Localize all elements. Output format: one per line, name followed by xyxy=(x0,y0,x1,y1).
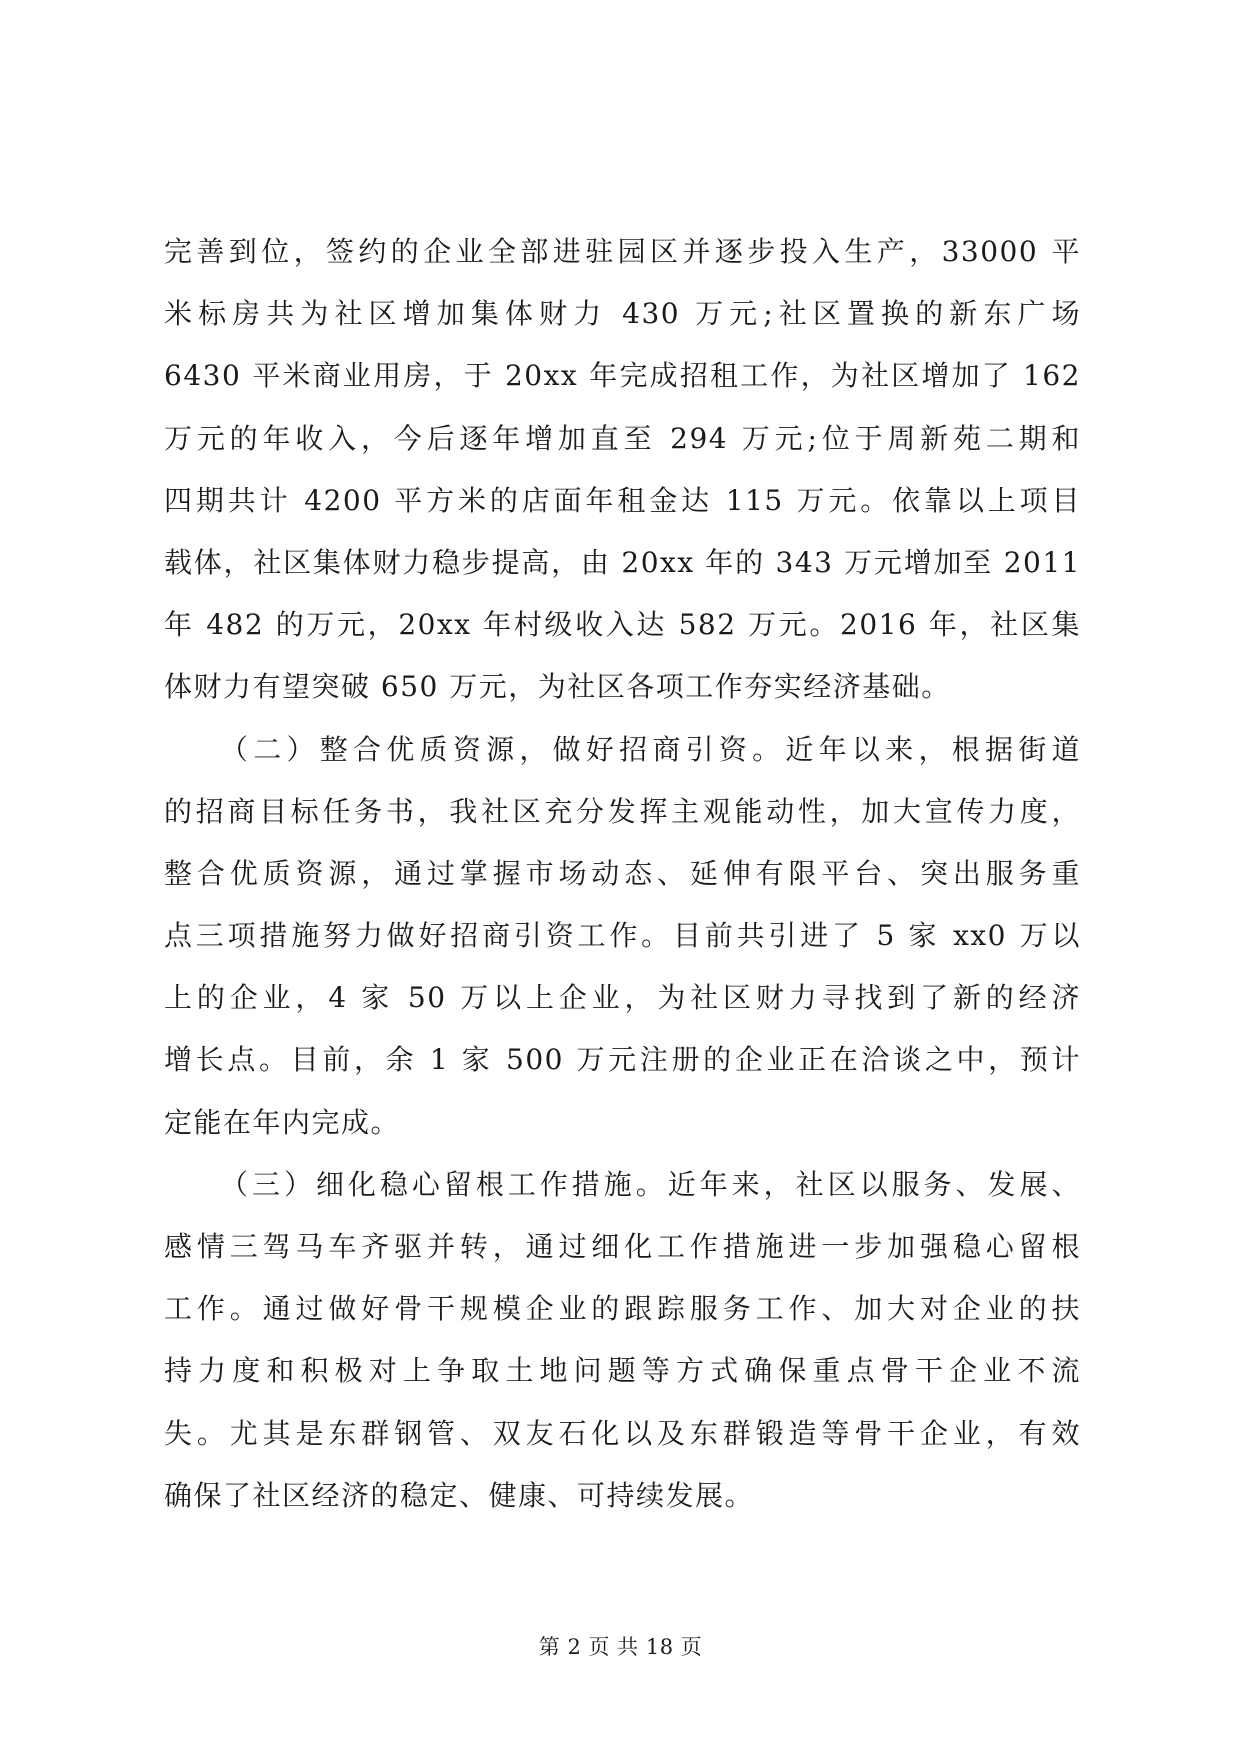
text-line: 四期共计 4200 平方米的店面年租金达 115 万元。依靠以上项目 xyxy=(164,483,1081,517)
text-line: 完善到位，签约的企业全部进驻园区并逐步投入生产，33000 平 xyxy=(164,235,1081,268)
paragraph-3-first-line: （三）细化稳心留根工作措施。近年来，社区以服务、发展、 xyxy=(220,1167,1081,1201)
text-line: 的招商目标任务书，我社区充分发挥主观能动性，加大宣传力度， xyxy=(164,794,1081,828)
text-line: 万元的年收入，今后逐年增加直至 294 万元;位于周新苑二期和 xyxy=(164,421,1081,455)
text-line: 持力度和积极对上争取土地问题等方式确保重点骨干企业不流 xyxy=(164,1354,1081,1388)
text-line: 点三项措施努力做好招商引资工作。目前共引进了 5 家 xx0 万以 xyxy=(164,919,1081,953)
text-line: 6430 平米商业用房，于 20xx 年完成招租工作，为社区增加了 162 xyxy=(164,359,1081,393)
text-line: 定能在年内完成。 xyxy=(164,1105,401,1139)
text-line: 感情三驾马车齐驱并转，通过细化工作措施进一步加强稳心留根 xyxy=(164,1230,1081,1263)
text-line: 米标房共为社区增加集体财力 430 万元;社区置换的新东广场 xyxy=(164,297,1081,331)
text-line: 整合优质资源，通过掌握市场动态、延伸有限平台、突出服务重 xyxy=(164,856,1081,890)
text-line: 体财力有望突破 650 万元，为社区各项工作夯实经济基础。 xyxy=(164,670,951,704)
text-line: 上的企业，4 家 50 万以上企业，为社区财力寻找到了新的经济 xyxy=(164,981,1081,1015)
text-line: 增长点。目前，余 1 家 500 万元注册的企业正在洽谈之中，预计 xyxy=(164,1043,1081,1077)
paragraph-2-first-line: （二）整合优质资源，做好招商引资。近年以来，根据街道 xyxy=(220,732,1081,766)
text-line: 确保了社区经济的稳定、健康、可持续发展。 xyxy=(164,1478,755,1512)
text-line: 年 482 的万元，20xx 年村级收入达 582 万元。2016 年，社区集 xyxy=(164,608,1081,642)
text-line: 失。尤其是东群钢管、双友石化以及东群锻造等骨干企业，有效 xyxy=(164,1416,1081,1450)
document-body xyxy=(164,232,1081,1538)
page-number-footer: 第 2 页 共 18 页 xyxy=(538,1635,703,1659)
text-line: 工作。通过做好骨干规模企业的跟踪服务工作、加大对企业的扶 xyxy=(164,1292,1081,1326)
text-line: 载体，社区集体财力稳步提高，由 20xx 年的 343 万元增加至 2011 xyxy=(164,545,1081,579)
